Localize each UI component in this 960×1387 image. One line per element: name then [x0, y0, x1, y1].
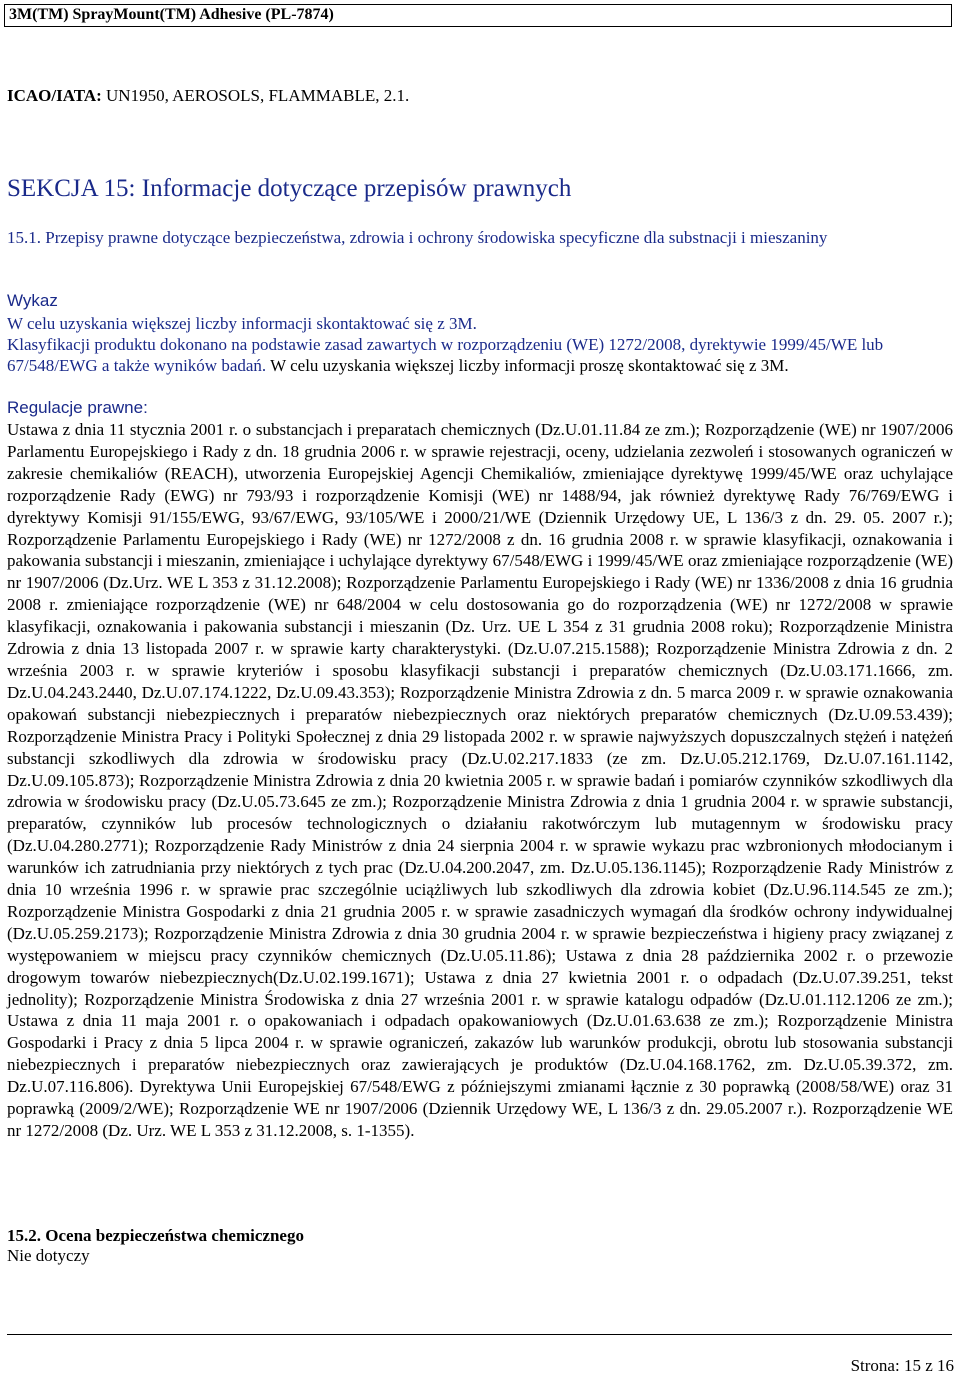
header-title: 3M(TM) SprayMount(TM) Adhesive (PL-7874) [9, 6, 334, 23]
subsection-15-2-title: 15.2. Ocena bezpieczeństwa chemicznego [7, 1226, 304, 1245]
subsection-15-1-title: 15.1. Przepisy prawne dotyczące bezpieczeństwa, zdrowia i ochrony środowiska specyficzne dla substnacji i mieszaniny [7, 228, 828, 247]
page-number: Strona: 15 z 16 [850, 1356, 954, 1375]
wykaz-text: W celu uzyskania większej liczby informacji skontaktować się z 3M. [7, 314, 477, 333]
icao-iata-line [7, 86, 409, 106]
klasyfikacja-paragraph [7, 334, 952, 376]
regulacje-text: Ustawa z dnia 11 stycznia 2001 r. o substancjach i preparatach chemicznych (Dz.U.01.11.84 ze zm.); Rozporządzenie (WE) nr 1907/2006 Parlamentu Europejskiego i Rady z dn. 18 grudnia 2006 r. w sprawie rejestracji, oceny, udzielania zezwoleń i stosowanych ograniczeń w zakresie chemikaliów (REACH), utworzenia Europejskiej Agencji Chemikaliów, zmieniające dyrektywę 1999/45/WE oraz uchylające rozporządzenie Rady (EWG) nr 793/93 i rozporządzenie Komisji (WE) nr 1488/94, jak również dyrektywę Rady 76/769/EWG i dyrektywy Komisji 91/155/EWG, 93/67/EWG, 93/105/WE i 2000/21/WE (Dziennik Urzędowy UE, L 136/3 z dn. 29. 05. 2007 r.); Rozporządzenie Parlamentu Europejskiego i Rady (WE) nr 1272/2008 z dn. 16 grudnia 2008 r. w sprawie klasyfikacji, oznakowania i pakowania substancji i mieszanin, zmieniające i uchylające dyrektywy 67/548/EWG i 1999/45/WE oraz zmieniające rozporządzenie (WE) nr 1907/2006 (Dz.Urz. WE L 353 z 31.12.2008); Rozporządzenie Parlamentu Europejskiego i Rady (WE) nr 1336/2008 z dnia 16 grudnia 2008 r. zmieniające rozporządzenie (WE) nr 648/2004 w celu dostosowania go do rozporządzenia (WE) nr 1272/2008 w sprawie klasyfikacji, oznakowania i pakowania substancji i mieszanin (Dz. Urz. UE L 354 z 31 grudnia 2008 roku); Rozporządzenie Ministra Zdrowia z dnia 13 listopada 2007 r. w sprawie karty charakterystyki. (Dz.U.07.215.1588); Rozporządzenie Ministra Zdrowia z dn. 2 września 2003 r. w sprawie kryteriów i sposobu klasyfikacji substancji i preparatów chemicznych (Dz.U.03.171.1666, zm. Dz.U.04.243.2440, Dz.U.07.174.1222, Dz.U.09.43.353); Rozporządzenie Ministra Zdrowia z dn. 5 marca 2009 r. w sprawie oznakowania opakowań substancji niebezpiecznych i preparatów niebezpiecznych oraz niektórych preparatów chemicznych (Dz.U.09.53.439); Rozporządzenie Ministra Pracy i Polityki Społecznej z dnia 29 listopada 2002 r. w sprawie najwyższych dopuszczalnych stężeń i natężeń substancji szkodliwych dla zdrowia w środowisku pracy (Dz.U.02.217.1833 (ze zm. Dz.U.05.212.1769, Dz.U.07.161.1142, Dz.U.09.105.873); Rozporządzenie Ministra Zdrowia z dnia 20 kwietnia 2005 r. w sprawie badań i pomiarów czynników szkodliwych dla zdrowia w środowisku pracy (Dz.U.05.73.645 ze zm.); Rozporządzenie Ministra Zdrowia z dnia 1 grudnia 2004 r. w sprawie substancji, preparatów, czynników lub procesów technologicznych o działaniu rakotwórczym lub mutagennym w środowisku pracy (Dz.U.04.280.2771); Rozporządzenie Rady Ministrów z dnia 24 sierpnia 2004 r. w sprawie wykazu prac wzbronionych młodocianym i warunków ich zatrudniania przy niektórych z tych prac (Dz.U.04.200.2047, zm. Dz.U.05.136.1145); Rozporządzenie Rady Ministrów z dnia 10 września 1996 r. w sprawie prac szczególnie uciążliwych lub szkodliwych dla zdrowia kobiet (Dz.U.96.114.545 ze zm.); Rozporządzenie Ministra Gospodarki z dnia 21 grudnia 2005 r. w sprawie zasadniczych wymagań dla środków ochrony indywidualnej (Dz.U.05.259.2173); Rozporządzenie Ministra Zdrowia z dnia 30 grudnia 2004 r. w sprawie bezpieczeństwa i higieny pracy związanej z występowaniem w miejscu pracy czynników chemicznych (Dz.U.05.11.86); Ustawa z dnia 28 października 2002 r. o przewozie drogowym towarów niebezpiecznych(Dz.U.02.199.1671); Ustawa z dnia 27 kwietnia 2001 r. o odpadach (Dz.U.07.39.251, tekst jednolity); Rozporządzenie Ministra Środowiska z dnia 27 września 2001 r. w sprawie katalogu odpadów (Dz.U.01.112.1206 ze zm.); Ustawa z dnia 11 maja 2001 r. o opakowaniach i odpadach opakowaniowych (Dz.U.01.63.638 ze zm.); Rozporządzenie Ministra Gospodarki i Pracy z dnia 5 lipca 2004 r. w sprawie ograniczeń, zakazów lub warunków produkcji, obrotu lub stosowania substancji niebezpiecznych i preparatów niebezpiecznych oraz zawierających je produktów (Dz.U.04.168.1762, zm. Dz.U.05.39.372, zm. Dz.U.07.116.806). Dyrektywa Unii Europejskiej 67/548/EWG z późniejszymi zmianami łącznie z 30 poprawką (2008/58/WE) oraz 31 poprawką (2009/2/WE); Rozporządzenie WE nr 1907/2006 (Dziennik Urzędowy WE, L 136/3 z dn. 29.05.2007 r.). Rozporządzenie WE nr 1272/2008 (Dz. Urz. WE L 353 z 31.12.2008, s. 1-1355). [7, 420, 953, 1140]
icao-iata-label: ICAO/IATA: [7, 86, 102, 105]
regulacje-label: Regulacje prawne: [7, 398, 148, 417]
document-header [4, 4, 952, 27]
wykaz-label: Wykaz [7, 291, 58, 310]
klasyfikacja-black-text: W celu uzyskania większej liczby informacji proszę skontaktować się z 3M. [266, 356, 789, 375]
footer-divider [7, 1334, 952, 1335]
klasyfikacja-blue-text: Klasyfikacji produktu dokonano na podstawie zasad zawartych w rozporządzeniu (WE) 1272/2008, dyrektywie 1999/45/WE lub 67/548/EWG a także wyników badań. [7, 335, 884, 375]
subsection-15-2-text: Nie dotyczy [7, 1246, 90, 1265]
icao-iata-value: UN1950, AEROSOLS, FLAMMABLE, 2.1. [106, 86, 410, 105]
section-15-title: SEKCJA 15: Informacje dotyczące przepisów prawnych [7, 175, 572, 202]
